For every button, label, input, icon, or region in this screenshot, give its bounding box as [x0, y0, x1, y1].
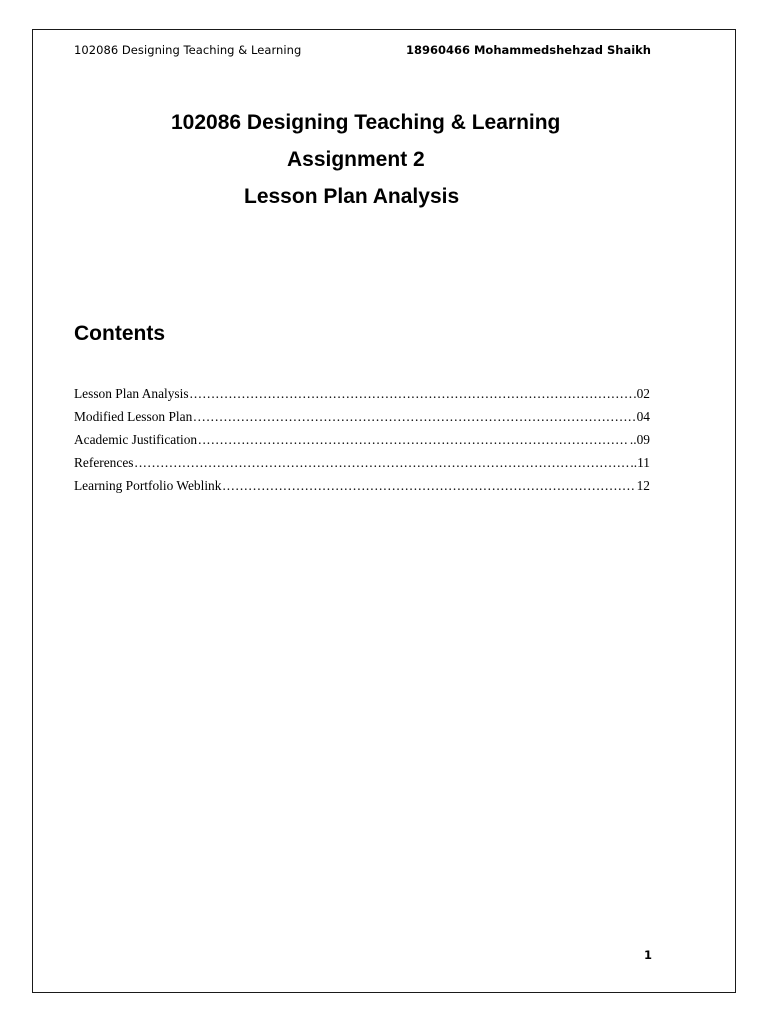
document-title: 102086 Designing Teaching & Learning	[171, 111, 561, 134]
toc-leader-dots	[134, 454, 629, 471]
toc-entry[interactable]	[74, 408, 650, 431]
running-header-student: 18960466 Mohammedshehzad Shaikh	[405, 43, 651, 57]
toc-leader-dots	[222, 477, 635, 494]
toc-entry-page: 12	[636, 478, 650, 493]
running-header-course: 102086 Designing Teaching & Learning	[74, 43, 302, 57]
toc-entry-page: .02	[633, 386, 650, 401]
toc-entry-page: ..11	[630, 455, 650, 470]
toc-entry-label: References	[74, 455, 134, 470]
toc-entry[interactable]	[74, 385, 650, 408]
contents-heading: Contents	[74, 322, 165, 345]
table-of-contents	[74, 385, 650, 500]
toc-entry[interactable]	[74, 431, 650, 454]
page-border	[32, 29, 736, 993]
toc-entry-page: ..09	[629, 432, 650, 447]
page-number: 1	[644, 948, 653, 962]
toc-entry-label: Learning Portfolio Weblink	[74, 478, 222, 493]
assignment-subtitle: Assignment 2	[287, 148, 425, 171]
toc-entry[interactable]	[74, 477, 650, 500]
toc-entry-label: Modified Lesson Plan	[74, 409, 193, 424]
toc-leader-dots	[193, 408, 635, 425]
toc-entry[interactable]	[74, 454, 650, 477]
toc-leader-dots	[198, 431, 629, 448]
toc-entry-label: Lesson Plan Analysis	[74, 386, 189, 401]
toc-leader-dots	[190, 385, 633, 402]
toc-entry-page: 04	[636, 409, 650, 424]
toc-entry-label: Academic Justification	[74, 432, 198, 447]
assignment-topic: Lesson Plan Analysis	[244, 185, 460, 208]
